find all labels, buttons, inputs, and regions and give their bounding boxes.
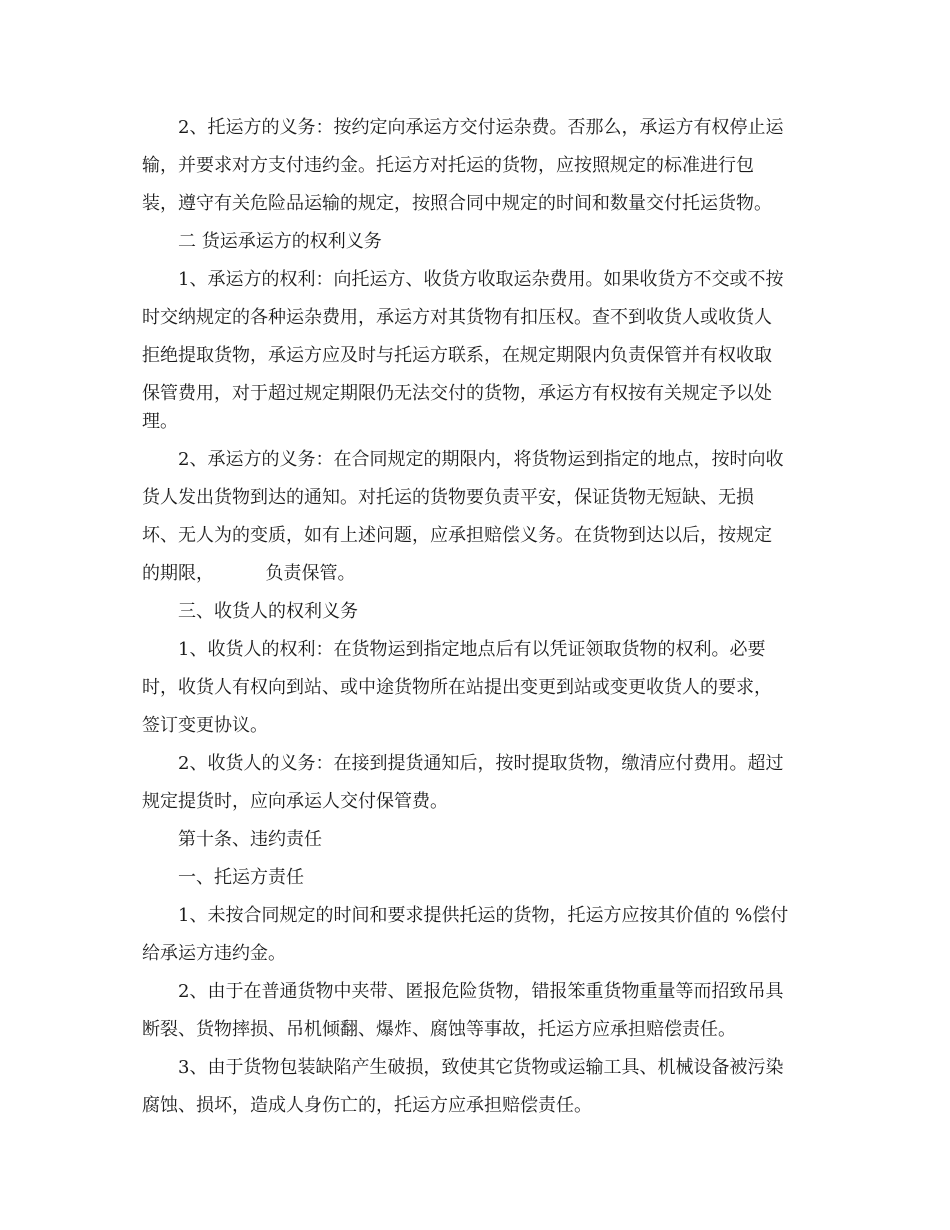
paragraph-line: 坏、无人为的变质，如有上述问题，应承担赔偿义务。在货物到达以后，按规定	[142, 525, 772, 546]
section-heading: 三、收货人的权利义务	[178, 601, 358, 622]
paragraph-line: 规定提货时，应向承运人交付保管费。	[142, 791, 448, 812]
section-heading: 二 货运承运方的权利义务	[178, 231, 382, 252]
paragraph-line: 3、由于货物包装缺陷产生破损，致使其它货物或运输工具、机械设备被污染	[178, 1057, 784, 1078]
paragraph-line: 保管费用，对于超过规定期限仍无法交付的货物，承运方有权按有关规定予以处	[142, 383, 772, 404]
section-heading: 一、托运方责任	[178, 867, 304, 888]
paragraph-line: 签订变更协议。	[142, 715, 268, 736]
paragraph-line: 2、托运方的义务：按约定向承运方交付运杂费。否那么，承运方有权停止运	[178, 117, 784, 138]
paragraph-line: 输，并要求对方支付违约金。托运方对托运的货物，应按照规定的标准进行包	[142, 155, 754, 176]
paragraph-line: 货人发出货物到达的通知。对托运的货物要负责平安，保证货物无短缺、无损	[142, 487, 754, 508]
paragraph-line: 拒绝提取货物，承运方应及时与托运方联系，在规定期限内负责保管并有权收取	[142, 345, 772, 366]
section-heading: 第十条、违约责任	[178, 829, 322, 850]
paragraph-line: 1、承运方的权利：向托运方、收货方收取运杂费用。如果收货方不交或不按	[178, 269, 784, 290]
paragraph-line: 装，遵守有关危险品运输的规定，按照合同中规定的时间和数量交付托运货物。	[142, 193, 772, 214]
paragraph-line: 理。	[142, 411, 178, 432]
paragraph-line: 腐蚀、损坏，造成人身伤亡的，托运方应承担赔偿责任。	[142, 1095, 592, 1116]
paragraph-line: 的期限， 负责保管。	[142, 563, 356, 584]
paragraph-line: 1、收货人的权利：在货物运到指定地点后有以凭证领取货物的权利。必要	[178, 639, 766, 660]
paragraph-line: 2、收货人的义务：在接到提货通知后，按时提取货物，缴清应付费用。超过	[178, 753, 784, 774]
paragraph-line: 2、由于在普通货物中夹带、匿报危险货物，错报笨重货物重量等而招致吊具	[178, 981, 784, 1002]
paragraph-line: 时，收货人有权向到站、或中途货物所在站提出变更到站或变更收货人的要求，	[142, 677, 772, 698]
paragraph-line: 断裂、货物摔损、吊机倾翻、爆炸、腐蚀等事故，托运方应承担赔偿责任。	[142, 1019, 736, 1040]
paragraph-line: 2、承运方的义务：在合同规定的期限内，将货物运到指定的地点，按时向收	[178, 449, 784, 470]
paragraph-line: 1、未按合同规定的时间和要求提供托运的货物，托运方应按其价值的 %偿付	[178, 905, 789, 926]
paragraph-line: 给承运方违约金。	[142, 943, 286, 964]
paragraph-line: 时交纳规定的各种运杂费用，承运方对其货物有扣压权。查不到收货人或收货人	[142, 307, 772, 328]
